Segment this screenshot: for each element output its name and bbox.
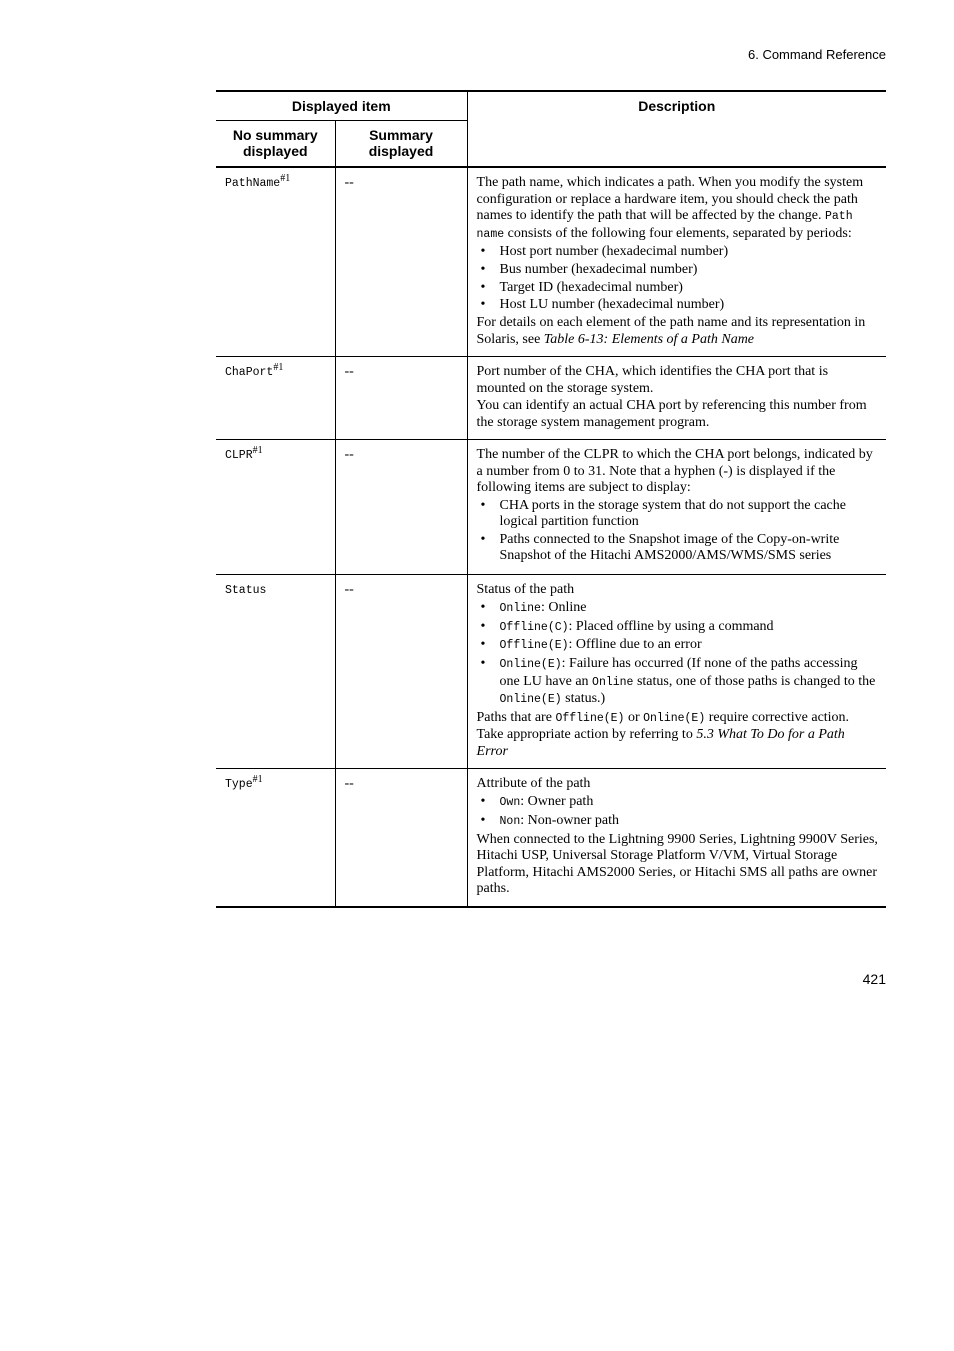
description-cell: The number of the CLPR to which the CHA port belongs, indicated by a number from 0 to 31. Note that a hyphen (-) is displayed if the following items are subject to display: • CHA ports in the storage system that do not support the cache logical partition function • Paths connected to the Snapshot image of the Copy-on-write Snapshot of the Hitachi AMS2000/AMS/WMS/SMS series (467, 440, 886, 575)
description-cell: Attribute of the path • Own: Owner path • Non: Non-owner path When connected to the Lightning 9900 Series, Lightning 9900V Series, Hitachi USP, Universal Storage Platform V/VM, Virtual Storage Platform, Hitachi AMS2000 Series, or Hitachi SMS all paths are owner paths. (467, 769, 886, 907)
bullet-list (477, 600, 879, 709)
header-no-summary: No summary displayed (216, 121, 335, 168)
summary-cell: -- (335, 167, 467, 357)
bullet-list (477, 794, 879, 830)
summary-cell: -- (335, 440, 467, 575)
running-header: 6. Command Reference (747, 47, 886, 62)
bullet-list (477, 498, 879, 565)
table-row (216, 575, 886, 769)
item-name: ChaPort (225, 366, 274, 380)
list-item: • Online: Online (477, 600, 879, 618)
item-cell (216, 575, 335, 769)
description-cell: Status of the path • Online: Online • Offline(C): Placed offline by using a command • Offline(E): Offline due to an error • Online(E): Failure has occurred (If none of the paths accessing one LU have an Online status, one of those paths is changed to the Online(E) status.) Paths that are Offline(E) or Online(E) require corrective action. Take appropriate action by referring to 5.3 What To Do for a Path Error (467, 575, 886, 769)
list-item: • Host port number (hexadecimal number) (477, 244, 879, 261)
description-cell: Port number of the CHA, which identifies the CHA port that is mounted on the storage system. You can identify an actual CHA port by referencing this number from the storage system management program. (467, 357, 886, 440)
table-row (216, 440, 886, 575)
footnote-ref: #1 (280, 173, 291, 184)
footnote-ref: #1 (252, 774, 263, 786)
item-cell (216, 440, 335, 575)
item-name: PathName (225, 177, 281, 190)
footnote-ref: #1 (252, 445, 263, 457)
header-displayed-item: Displayed item (216, 91, 467, 121)
list-item: • Target ID (hexadecimal number) (477, 280, 879, 297)
item-name: Type (225, 778, 253, 792)
bullet-list (477, 244, 879, 314)
page-number: 421 (862, 971, 886, 987)
item-name: CLPR (225, 449, 253, 463)
description-cell: The path name, which indicates a path. When you modify the system configuration or replace a hardware item, you should check the path names to identify the path that will be affected by the change. Path name consists of the following four elements, separated by periods: • Host port number (hexadecimal number) • Bus number (hexadecimal number) • Target ID (hexadecimal number) • Host LU number (hexadecimal number) For details on each element of the path name and its representation in Solaris, see Table 6-13: Elements of a Path Name (467, 167, 886, 357)
summary-cell: -- (335, 769, 467, 907)
table-row (216, 769, 886, 907)
table-row (216, 167, 886, 357)
list-item: • Non: Non-owner path (477, 813, 879, 831)
item-cell (216, 357, 335, 440)
displayed-items-table (216, 90, 886, 908)
list-item: • Online(E): Failure has occurred (If none of the paths accessing one LU have an Online status, one of those paths is changed to the Online(E) status.) (477, 656, 879, 709)
list-item: • Bus number (hexadecimal number) (477, 262, 879, 279)
cross-reference: 5.3 What To Do for a Path Error (476, 727, 845, 759)
list-item: • Host LU number (hexadecimal number) (477, 297, 879, 314)
summary-cell: -- (335, 575, 467, 769)
list-item: • Own: Owner path (477, 794, 879, 812)
list-item: • Offline(C): Placed offline by using a command (477, 619, 879, 637)
list-item: • Paths connected to the Snapshot image of the Copy-on-write Snapshot of the Hitachi AMS2000/AMS/WMS/SMS series (477, 532, 879, 565)
cross-reference: Table 6-13: Elements of a Path Name (543, 331, 755, 347)
summary-cell: -- (335, 357, 467, 440)
item-cell (216, 769, 335, 907)
item-name: Status (225, 584, 267, 598)
table-row (216, 357, 886, 440)
list-item: • Offline(E): Offline due to an error (477, 637, 879, 655)
list-item: • CHA ports in the storage system that do not support the cache logical partition function (477, 498, 879, 531)
footnote-ref: #1 (273, 362, 284, 374)
item-cell (216, 167, 335, 357)
header-description: Description (467, 91, 886, 167)
header-summary: Summary displayed (335, 121, 467, 168)
